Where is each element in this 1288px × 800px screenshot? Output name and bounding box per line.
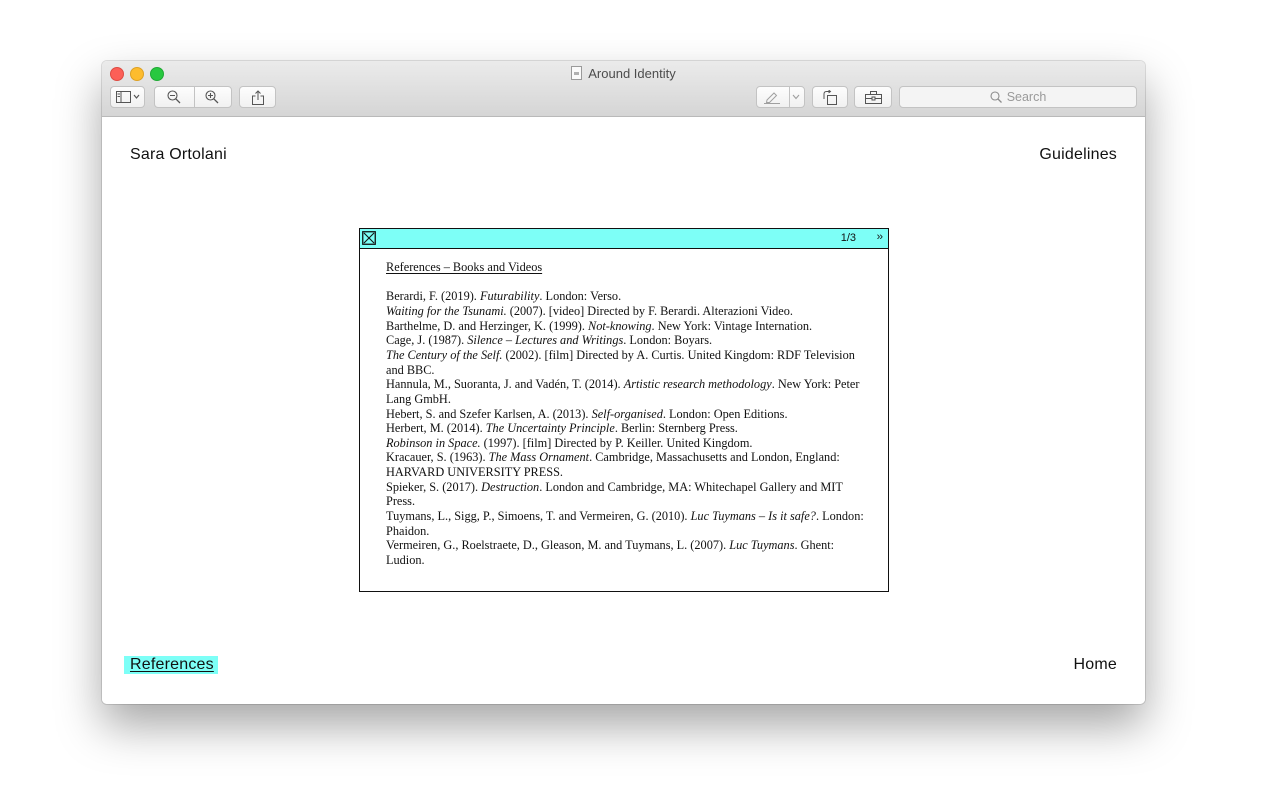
reference-entry <box>386 509 870 538</box>
markup-button[interactable] <box>757 90 788 104</box>
reference-title: The Century of the Self. <box>386 347 503 362</box>
reference-entry <box>386 377 870 406</box>
reference-entry <box>386 407 870 422</box>
reference-list <box>386 289 870 567</box>
share-button[interactable] <box>239 86 276 108</box>
close-icon[interactable] <box>362 231 376 245</box>
reference-title: Self-organised <box>591 406 663 421</box>
reference-details: . London and Cambridge, MA: Whitechapel Gallery and MIT Press. <box>386 479 843 509</box>
reference-entry <box>386 289 870 304</box>
section-title: References – Books and Videos <box>386 260 543 274</box>
reference-author: Hannula, M., Suoranta, J. and Vadén, T. (2014). <box>386 377 624 392</box>
rotate-button[interactable] <box>812 86 848 108</box>
reference-author: Vermeiren, G., Roelstraete, D., Gleason, M. and Tuymans, L. (2007). <box>386 538 730 553</box>
reference-details: . Berlin: Sternberg Press. <box>614 421 738 436</box>
reference-author: Tuymans, L., Sigg, P., Simoens, T. and Vermeiren, G. (2010). <box>386 509 691 524</box>
reference-title: Luc Tuymans – Is it safe? <box>690 509 816 524</box>
search-placeholder: Search <box>1006 90 1047 104</box>
reference-details: . London: Boyars. <box>623 333 713 348</box>
reference-entry <box>386 450 870 479</box>
reference-details: . Ghent: Ludion. <box>386 538 835 568</box>
reference-entry <box>386 538 870 567</box>
reference-details: . Cambridge, Massachusetts and London, England: HARVARD UNIVERSITY PRESS. <box>386 450 840 480</box>
reference-title: Destruction <box>481 479 540 494</box>
reference-author: Cage, J. (1987). <box>386 333 468 348</box>
zoom-out-icon <box>167 90 181 104</box>
page-indicator: 1/3 <box>840 232 856 244</box>
reference-title: Robinson in Space. <box>386 435 481 450</box>
next-page-button[interactable]: ›› <box>876 231 882 243</box>
reference-author: Hebert, S. and Szefer Karlsen, A. (2013). <box>386 406 592 421</box>
rotate-icon <box>822 90 838 105</box>
zoom-in-button[interactable] <box>193 90 231 104</box>
toolbox-icon <box>865 91 882 104</box>
sidebar-icon <box>116 91 140 103</box>
reference-title: Waiting for the Tsunami. <box>386 303 507 318</box>
window-title <box>102 66 1145 81</box>
zoom-in-icon <box>205 90 219 104</box>
search-icon <box>990 91 1002 103</box>
reference-entry <box>386 304 870 319</box>
reference-entry <box>386 480 870 509</box>
reference-entry <box>386 421 870 436</box>
chevron-down-icon <box>792 94 800 100</box>
reference-details: . New York: Vintage Internation. <box>651 318 813 333</box>
reference-entry <box>386 348 870 377</box>
reference-author: Kracauer, S. (1963). <box>386 450 489 465</box>
reference-author: Berardi, F. (2019). <box>386 289 480 304</box>
document-icon <box>571 66 582 80</box>
markup-menu-button[interactable] <box>788 94 804 100</box>
toolbox-button[interactable] <box>854 86 892 108</box>
reference-details: . London: Phaidon. <box>386 509 864 538</box>
guidelines-link[interactable]: Guidelines <box>1039 146 1117 163</box>
references-link[interactable]: References <box>124 656 218 674</box>
search-input[interactable] <box>899 86 1137 108</box>
reference-entry <box>386 436 870 451</box>
window-title-text: Around Identity <box>588 66 676 81</box>
share-icon <box>252 90 264 105</box>
reference-entry <box>386 319 870 334</box>
reference-title: Silence – Lectures and Writings <box>467 333 624 348</box>
preview-window <box>102 61 1145 704</box>
reference-details: (2007). [video] Directed by F. Berardi. Alterazioni Video. <box>506 303 793 318</box>
markup-pen-icon <box>764 90 780 104</box>
markup-controls <box>756 86 805 108</box>
title-bar <box>102 61 1145 117</box>
reference-details: . New York: Peter Lang GmbH. <box>386 377 860 406</box>
reference-author: Spieker, S. (2017). <box>386 479 482 494</box>
references-popup <box>359 228 889 592</box>
reference-title: Futurability <box>479 289 540 304</box>
reference-title: Luc Tuymans <box>729 538 795 553</box>
reference-entry <box>386 333 870 348</box>
reference-title: Not-knowing <box>588 318 652 333</box>
reference-title: Artistic research methodology <box>623 377 772 392</box>
reference-details: . London: Open Editions. <box>662 406 788 421</box>
reference-title: The Uncertainty Principle <box>485 421 615 436</box>
reference-title: The Mass Ornament <box>488 450 590 465</box>
popup-header <box>360 229 888 249</box>
home-link[interactable]: Home <box>1073 656 1117 673</box>
reference-author: Herbert, M. (2014). <box>386 421 486 436</box>
sidebar-toggle-button[interactable] <box>110 86 145 108</box>
reference-details: (1997). [film] Directed by P. Keiller. United Kingdom. <box>480 435 753 450</box>
zoom-out-button[interactable] <box>155 90 193 104</box>
author-link[interactable]: Sara Ortolani <box>130 146 227 163</box>
popup-body <box>386 260 870 568</box>
reference-details: (2002). [film] Directed by A. Curtis. United Kingdom: RDF Television and BBC. <box>386 347 855 377</box>
reference-details: . London: Verso. <box>539 289 622 304</box>
zoom-controls <box>154 86 232 108</box>
document-page <box>102 117 1145 704</box>
reference-author: Barthelme, D. and Herzinger, K. (1999). <box>386 318 588 333</box>
